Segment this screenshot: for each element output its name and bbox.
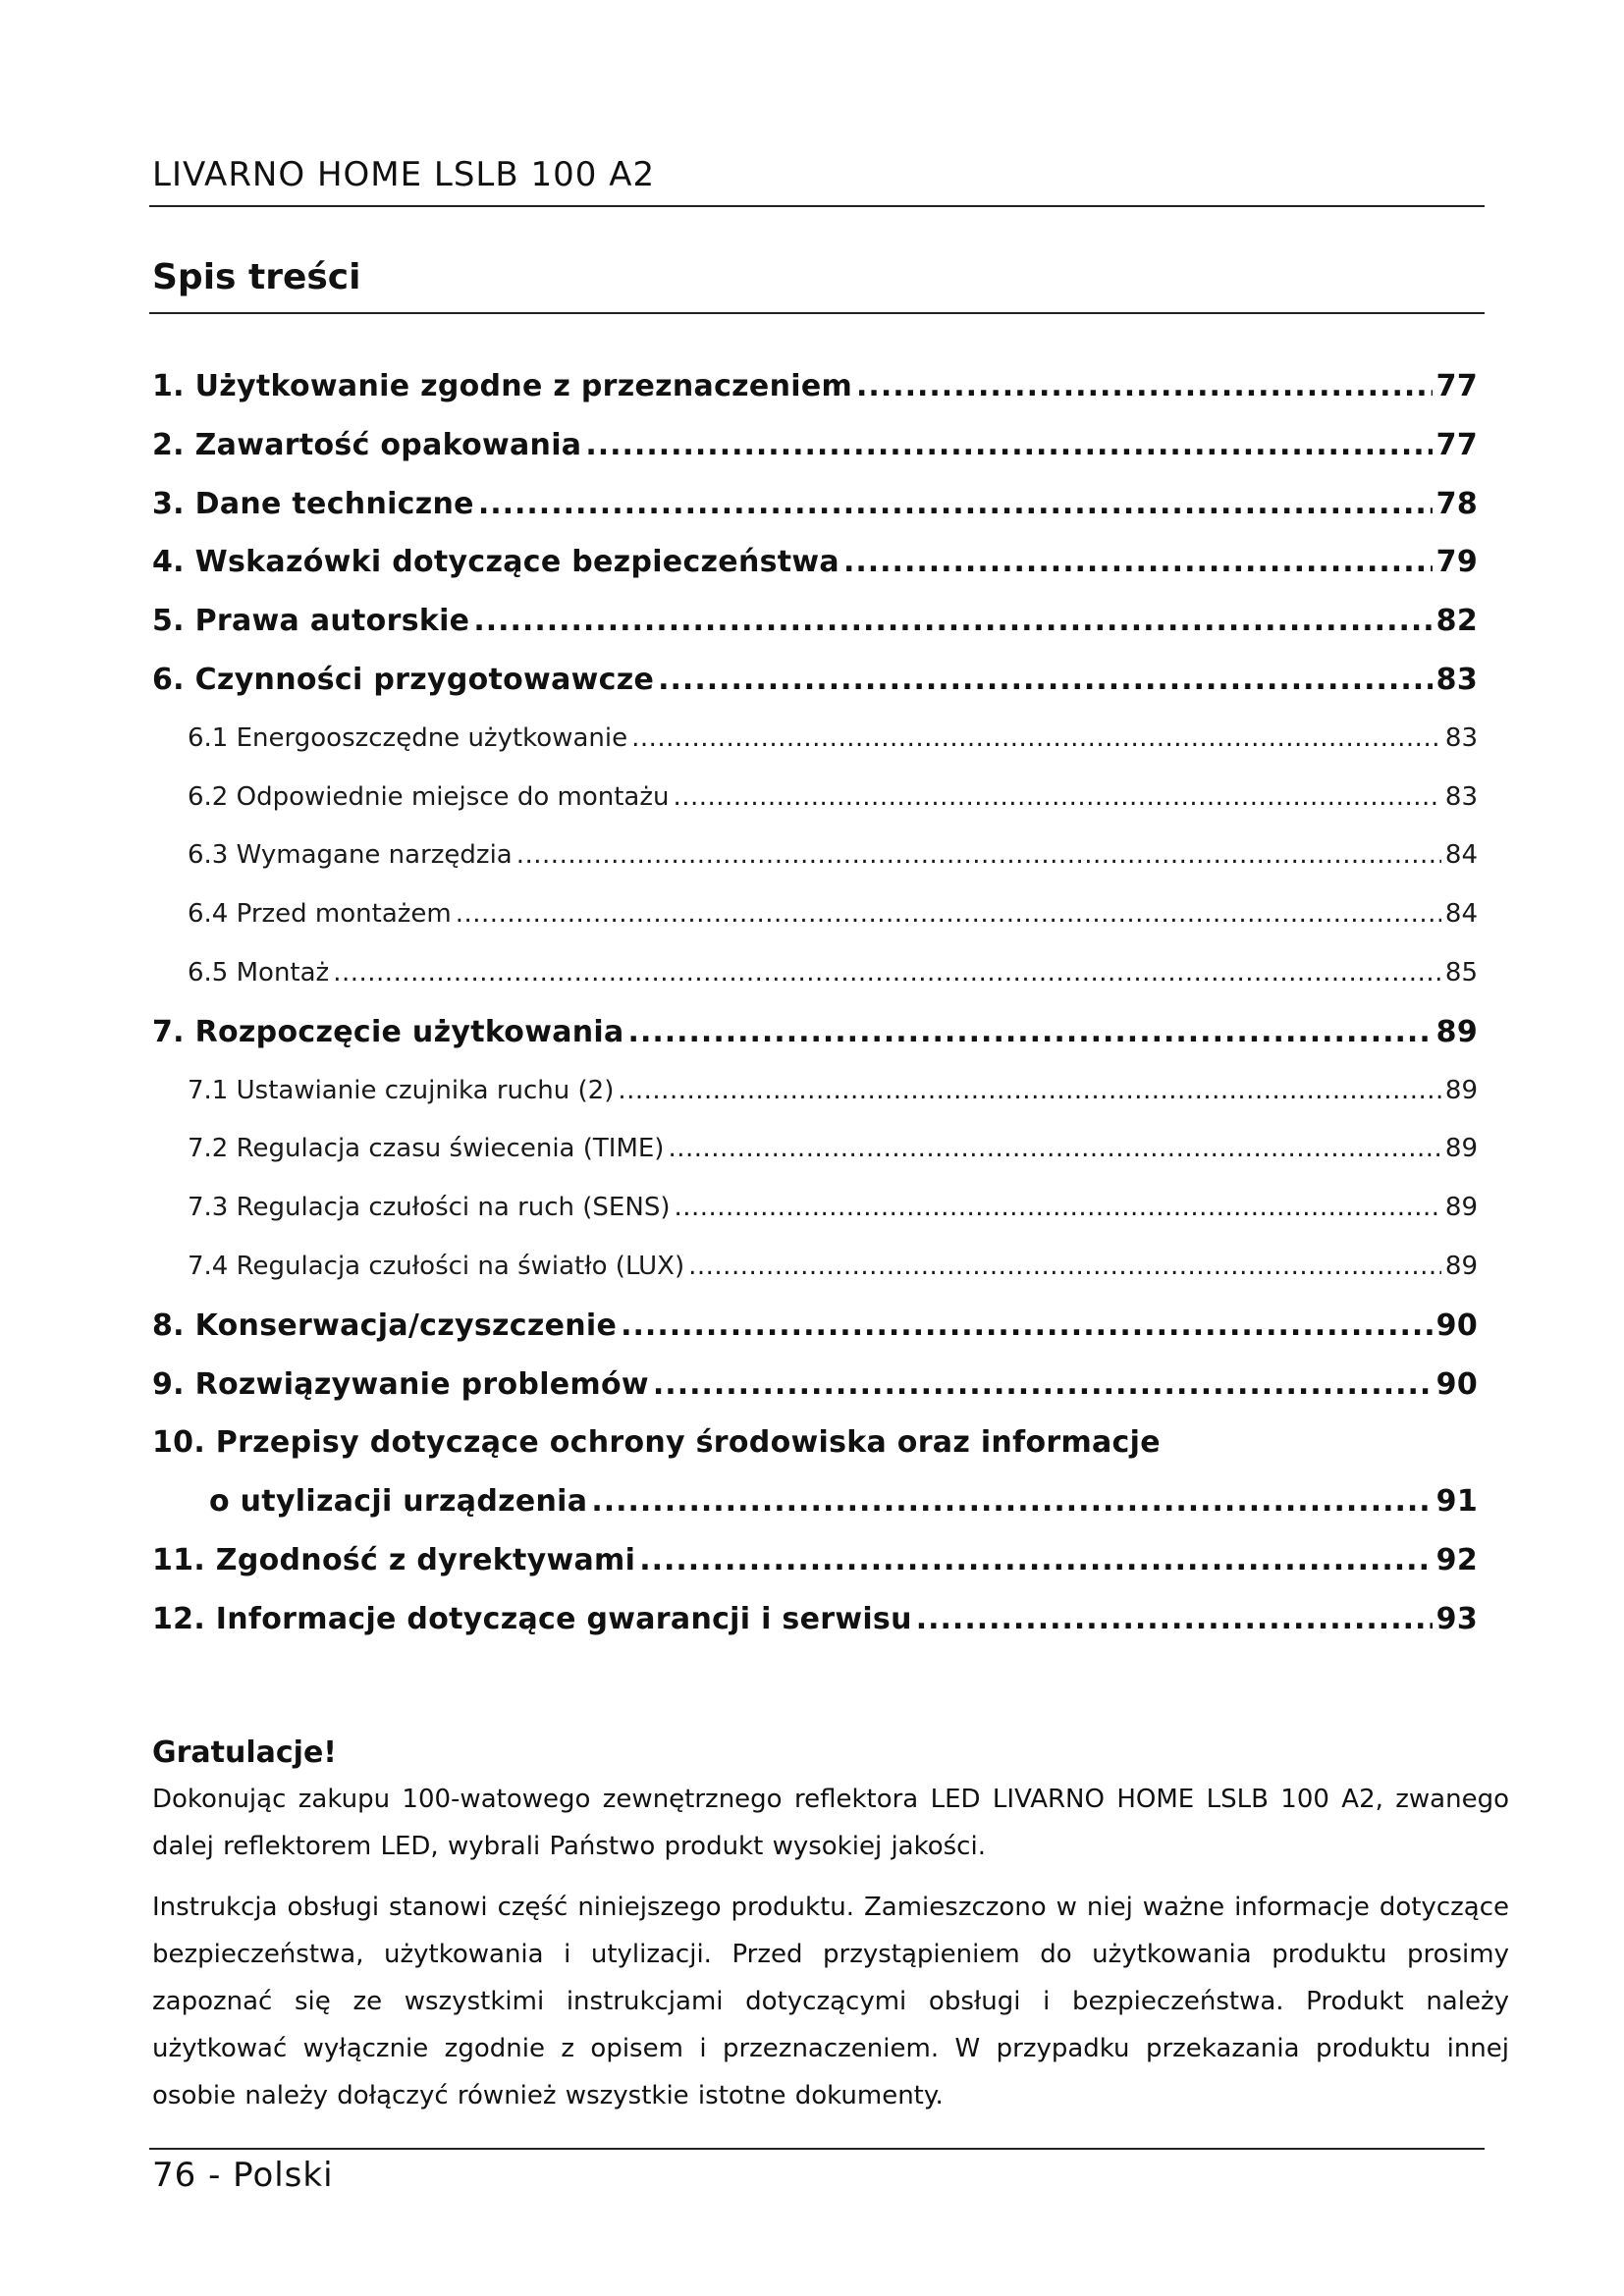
toc-subentry[interactable] (152, 769, 1478, 828)
dot-leader (688, 1238, 1441, 1297)
dot-leader (333, 944, 1441, 1003)
table-of-contents (152, 357, 1478, 1649)
toc-entry[interactable] (152, 1297, 1478, 1356)
dot-leader (591, 1472, 1432, 1531)
toc-entry[interactable] (152, 475, 1478, 534)
toc-entry-page: 85 (1444, 957, 1478, 988)
toc-entry[interactable] (152, 416, 1478, 475)
dot-leader (916, 1590, 1433, 1649)
toc-entry-label: 12. Informacje dotyczące gwarancji i serwisu (152, 1601, 912, 1636)
dot-leader (585, 416, 1432, 475)
dot-leader (456, 885, 1441, 944)
toc-entry-page: 89 (1444, 1075, 1478, 1105)
toc-entry-label: 7.1 Ustawianie czujnika ruchu (2) (188, 1075, 615, 1105)
toc-entry-page: 84 (1444, 840, 1478, 871)
toc-entry-label: 6.5 Montaż (188, 957, 330, 988)
dot-leader (639, 1531, 1432, 1590)
toc-entry-label: 11. Zgodność z dyrektywami (152, 1542, 636, 1577)
toc-entry-page: 89 (1435, 1014, 1478, 1049)
toc-entry-label: 10. Przepisy dotyczące ochrony środowiska oraz informacje (152, 1425, 1161, 1461)
toc-entry[interactable] (152, 1356, 1478, 1415)
toc-entry-label: 2. Zawartość opakowania (152, 427, 582, 462)
toc-entry-label: 4. Wskazówki dotyczące bezpieczeństwa (152, 545, 839, 580)
toc-entry-label: 5. Prawa autorskie (152, 604, 470, 639)
dot-leader (621, 1297, 1433, 1356)
dot-leader (674, 1179, 1440, 1238)
toc-entry-label: 7. Rozpoczęcie użytkowania (152, 1014, 624, 1049)
toc-entry-page: 83 (1444, 722, 1478, 753)
toc-entry-page: 90 (1435, 1366, 1478, 1402)
toc-entry-label: 8. Konserwacja/czyszczenie (152, 1308, 618, 1343)
intro-paragraph: Instrukcja obsługi stanowi część niniejszego produktu. Zamieszczono w niej ważne informacje dotyczące bezpieczeństwa, użytkowania i utylizacji. Przed przystąpieniem do użytkowania produktu prosimy zapoznać się ze wszystkimi instrukcjami dotyczącymi obsługi i bezpieczeństwa. Produkt należy użytkować wyłącznie zgodnie z opisem i przeznaczeniem. W przypadku przekazania produktu innej osobie należy dołączyć również wszystkie istotne dokumenty. (152, 1893, 1509, 2110)
toc-entry[interactable] (152, 533, 1478, 592)
dot-leader (516, 827, 1441, 885)
toc-entry[interactable] (152, 357, 1478, 416)
running-header: LIVARNO HOME LSLB 100 A2 (152, 155, 656, 194)
toc-entry-label: 3. Dane techniczne (152, 486, 474, 521)
dot-leader (478, 475, 1433, 534)
intro-paragraph: Dokonując zakupu 100-watowego zewnętrznego reflektora LED LIVARNO HOME LSLB 100 A2, zwanego dalej reflektorem LED, wybrali Państwo produkt wysokiej jakości. (152, 1785, 1509, 1861)
dot-leader (628, 1003, 1433, 1062)
toc-entry-page: 89 (1444, 1251, 1478, 1281)
intro-section (152, 1735, 1509, 2133)
page-footer: 76 - Polski (152, 2156, 334, 2195)
dot-leader (668, 1120, 1440, 1179)
header-rule (149, 205, 1485, 207)
toc-entry[interactable] (152, 1590, 1478, 1649)
dot-leader (673, 769, 1440, 828)
toc-entry-page: 78 (1435, 486, 1478, 521)
footer-rule (149, 2148, 1485, 2150)
toc-entry-label: 6. Czynności przygotowawcze (152, 662, 655, 697)
toc-entry-label: 6.2 Odpowiednie miejsce do montażu (188, 781, 670, 812)
toc-entry-page: 83 (1435, 662, 1478, 697)
toc-entry-label: 9. Rozwiązywanie problemów (152, 1366, 649, 1402)
toc-entry-label: 7.4 Regulacja czułości na światło (LUX) (188, 1251, 685, 1281)
toc-title: Spis treści (152, 257, 361, 297)
dot-leader (658, 651, 1433, 710)
toc-entry-page: 91 (1435, 1484, 1478, 1520)
toc-entry-label: 6.4 Przed montażem (188, 899, 452, 930)
toc-entry-page: 83 (1444, 781, 1478, 812)
toc-entry-page: 93 (1435, 1601, 1478, 1636)
toc-subentry[interactable] (152, 885, 1478, 944)
toc-entry-label: o utylizacji urządzenia (209, 1484, 588, 1520)
toc-entry-label: 6.3 Wymagane narzędzia (188, 840, 513, 871)
toc-entry-page: 84 (1444, 899, 1478, 930)
toc-entry-page: 89 (1444, 1193, 1478, 1223)
toc-entry[interactable] (152, 1003, 1478, 1062)
toc-entry-page: 77 (1435, 369, 1478, 403)
toc-entry[interactable] (152, 1531, 1478, 1590)
toc-entry-page: 82 (1435, 604, 1478, 639)
dot-leader (473, 592, 1432, 651)
toc-subentry[interactable] (152, 944, 1478, 1003)
toc-subentry[interactable] (152, 827, 1478, 885)
toc-entry-label: 6.1 Energooszczędne użytkowanie (188, 722, 628, 753)
intro-title: Gratulacje! (152, 1735, 337, 1770)
toc-entry-page: 79 (1435, 545, 1478, 580)
toc-subentry[interactable] (152, 1120, 1478, 1179)
dot-leader (843, 533, 1433, 592)
toc-entry-continuation[interactable] (152, 1472, 1478, 1531)
toc-entry-page: 92 (1435, 1542, 1478, 1577)
toc-subentry[interactable] (152, 710, 1478, 769)
toc-title-rule (149, 312, 1485, 314)
toc-entry-label: 7.2 Regulacja czasu świecenia (TIME) (188, 1134, 665, 1164)
dot-leader (631, 710, 1441, 769)
toc-entry[interactable] (152, 592, 1478, 651)
toc-entry-page: 89 (1444, 1134, 1478, 1164)
toc-subentry[interactable] (152, 1062, 1478, 1121)
toc-entry-page: 90 (1435, 1308, 1478, 1343)
toc-entry-page: 77 (1435, 427, 1478, 462)
toc-subentry[interactable] (152, 1179, 1478, 1238)
toc-entry-label: 7.3 Regulacja czułości na ruch (SENS) (188, 1193, 671, 1223)
dot-leader (653, 1356, 1433, 1415)
toc-entry-label: 1. Użytkowanie zgodne z przeznaczeniem (152, 369, 853, 403)
toc-entry[interactable] (152, 651, 1478, 710)
dot-leader (618, 1062, 1441, 1121)
toc-entry-heading[interactable] (152, 1414, 1478, 1472)
dot-leader (856, 357, 1433, 416)
toc-subentry[interactable] (152, 1238, 1478, 1297)
